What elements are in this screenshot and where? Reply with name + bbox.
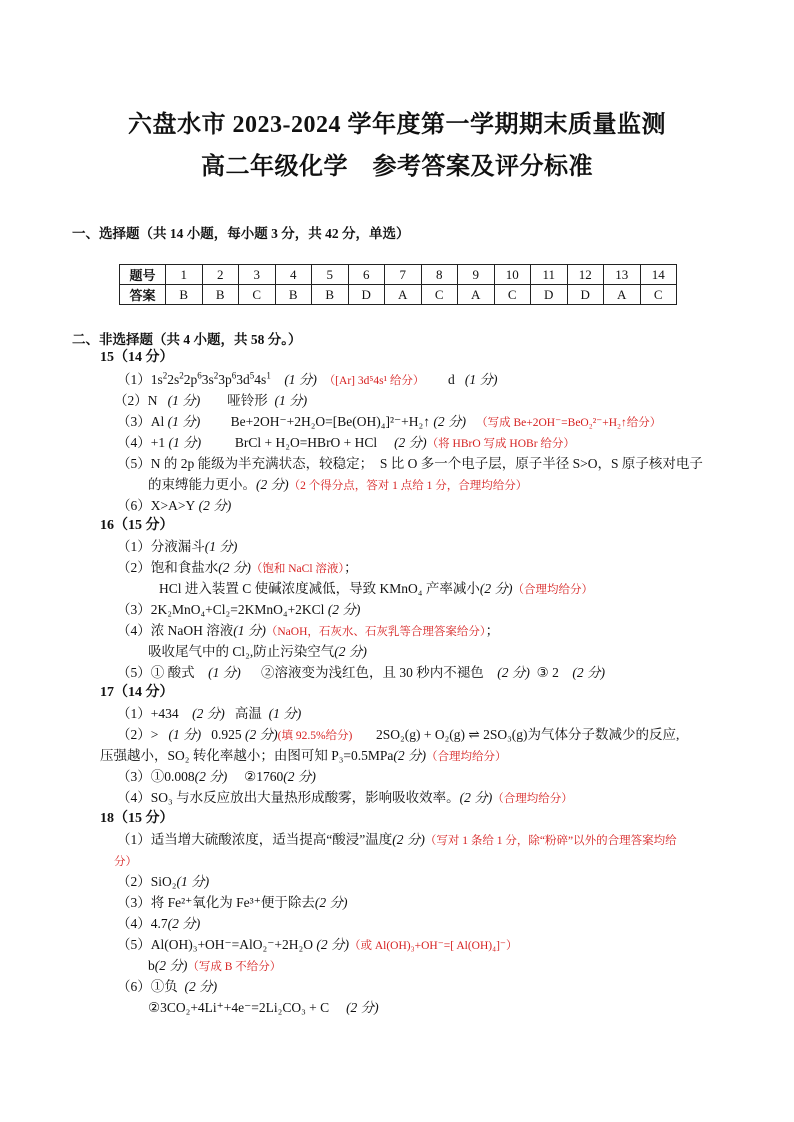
- superscript: 1: [266, 370, 271, 381]
- table-cell: 7: [385, 265, 422, 285]
- q16-line-2: [117, 559, 358, 578]
- table-cell: 2: [202, 265, 239, 285]
- answer-text: （1）适当增大硫酸浓度，适当提高“酸浸”温度: [117, 832, 393, 847]
- score-text: (2 分): [154, 958, 188, 973]
- table-cell: 11: [531, 265, 568, 285]
- q16-line-1: [117, 538, 237, 556]
- grading-note: （写成 Be+2OH⁻=BeO₂²⁻+H₂↑给分）: [476, 417, 662, 429]
- superscript: 6: [197, 370, 202, 381]
- answer-text: （4）SO₃ 与水反应放出大量热形成酸雾，影响吸收效率。: [117, 790, 460, 805]
- answer-text: （2）N: [114, 393, 158, 408]
- table-cell: 10: [494, 265, 531, 285]
- score-text: (2 分): [198, 498, 232, 513]
- score-text: (2 分): [394, 435, 427, 450]
- table-cell: 14: [640, 265, 677, 285]
- score-text: (1 分): [204, 539, 238, 554]
- score-text: (1 分): [176, 874, 210, 889]
- score-text: (2 分): [334, 644, 367, 659]
- score-text: (2 分): [314, 895, 348, 910]
- answer-text: 4s: [254, 372, 267, 387]
- answer-text: 2s: [167, 372, 180, 387]
- q18-line-6: [117, 978, 217, 996]
- table-cell: D: [531, 285, 568, 305]
- score-text: (1 分): [167, 414, 201, 429]
- q17-line-1: [117, 705, 301, 723]
- section-nonchoice-heading: 二、非选择题（共 4 小题，共 58 分。）: [72, 332, 302, 347]
- grading-note: （将 HBrO 写成 HOBr 给分）: [426, 438, 575, 450]
- q16-line-5: [117, 664, 605, 682]
- grading-note: （合理均给分）: [492, 793, 573, 805]
- score-text: (1 分): [464, 372, 498, 387]
- answer-text: ；: [344, 560, 358, 575]
- score-text: (1 分): [233, 623, 266, 638]
- answer-text: 高温: [234, 706, 262, 721]
- table-cell: A: [385, 285, 422, 305]
- grading-note: （写对 1 条给 1 分，除“粉碎”以外的合理答案均给: [424, 835, 677, 847]
- answer-text: 3d: [236, 372, 250, 387]
- table-cell: D: [567, 285, 604, 305]
- q18-line-4: [117, 915, 200, 933]
- q18-line-2: [117, 873, 209, 891]
- table-cell: A: [458, 285, 495, 305]
- answer-text: ②1760: [244, 769, 284, 784]
- superscript: 2: [162, 370, 168, 381]
- table-header-cell: 答案: [120, 285, 166, 305]
- answer-text: （2）饱和食盐水: [117, 560, 219, 575]
- score-text: (2 分): [392, 832, 425, 847]
- grading-note: （合理均给分）: [426, 751, 507, 763]
- table-cell: A: [604, 285, 641, 305]
- score-text: (2 分): [346, 1000, 379, 1015]
- score-text: (1 分): [268, 706, 302, 721]
- q16-line-4b: [148, 643, 367, 661]
- table-cell: D: [348, 285, 385, 305]
- answer-text: （5）Al(OH)₃+OH⁻=AlO₂⁻+2H₂O: [117, 937, 313, 952]
- table-cell: 3: [239, 265, 276, 285]
- answer-text: （4）+1: [117, 435, 166, 450]
- answer-text: 3p: [218, 372, 232, 387]
- table-cell: B: [275, 285, 312, 305]
- table-cell: 4: [275, 265, 312, 285]
- answer-text: （6）X>A>Y: [117, 498, 196, 513]
- score-text: (2 分): [316, 937, 349, 952]
- table-cell: 5: [312, 265, 349, 285]
- document-subtitle: 高二年级化学 参考答案及评分标准: [201, 154, 593, 180]
- grading-note: （合理均给分）: [512, 584, 593, 596]
- answer-text: b: [148, 958, 155, 973]
- q18-line-5: [117, 936, 518, 955]
- q18-line-6b: [148, 999, 379, 1017]
- q16-line-2b: [159, 580, 593, 599]
- q15-line-2: [114, 392, 307, 410]
- table-row: [120, 285, 677, 305]
- table-cell: B: [166, 285, 203, 305]
- answer-text: （1）1s: [117, 372, 163, 387]
- answer-text: （4）浓 NaOH 溶液: [117, 623, 234, 638]
- answer-text: ③ 2: [536, 665, 559, 680]
- answer-text: （3）Al: [117, 414, 165, 429]
- score-text: (2 分): [194, 769, 228, 784]
- table-cell: 13: [604, 265, 641, 285]
- grading-note: （饱和 NaCl 溶液）: [250, 563, 345, 575]
- table-cell: B: [202, 285, 239, 305]
- answer-text: 吸收尾气中的 Cl₂,防止污染空气: [148, 644, 335, 659]
- score-text: (2 分): [393, 748, 427, 763]
- answer-text: 2SO₂(g) + O₂(g) ⇌ 2SO₃(g)为气体分子数减少的反应,: [376, 727, 680, 742]
- score-text: (2 分): [218, 560, 251, 575]
- q18-line-5b: [148, 957, 281, 976]
- table-cell: B: [312, 285, 349, 305]
- table-header-cell: 题号: [120, 265, 166, 285]
- score-text: (2 分): [459, 790, 493, 805]
- q15-line-6: [117, 497, 231, 515]
- score-text: (2 分): [572, 665, 605, 680]
- question-18-heading: 18（15 分）: [100, 811, 174, 826]
- score-text: (1 分): [208, 665, 241, 680]
- q18-line-1b: [114, 852, 137, 871]
- score-text: (1 分): [284, 372, 317, 387]
- question-16-heading: 16（15 分）: [100, 518, 174, 533]
- table-cell: C: [239, 285, 276, 305]
- score-text: (2 分): [245, 727, 278, 742]
- answer-text: （4）4.7: [117, 916, 168, 931]
- table-cell: C: [494, 285, 531, 305]
- q15-line-1: [117, 371, 498, 390]
- score-text: (2 分): [433, 414, 466, 429]
- score-text: (2 分): [256, 477, 289, 492]
- answer-text: Be+2OH⁻+2H₂O=[Be(OH)₄]²⁻+H₂↑: [230, 414, 430, 429]
- answer-text: BrCl + H₂O=HBrO + HCl: [234, 435, 378, 450]
- answer-text: 3s: [201, 372, 214, 387]
- q16-line-3: [117, 601, 360, 619]
- answer-text: （6）①负: [117, 979, 178, 994]
- answer-text: 0.925: [211, 727, 242, 742]
- answer-text: d: [448, 372, 455, 387]
- q18-line-1: [117, 831, 677, 850]
- score-text: (2 分): [192, 706, 225, 721]
- answer-text: （2）>: [117, 727, 159, 742]
- question-15-heading: 15（14 分）: [100, 350, 174, 365]
- table-cell: 6: [348, 265, 385, 285]
- answer-table: [119, 264, 677, 305]
- grading-note: (填 92.5%给分): [277, 730, 353, 742]
- table-cell: 12: [567, 265, 604, 285]
- grading-note: （写成 B 不给分）: [187, 961, 282, 973]
- answer-text: ；: [485, 623, 500, 638]
- question-17-heading: 17（14 分）: [100, 685, 174, 700]
- answer-text: HCl 进入装置 C 使碱浓度减低，导致 KMnO₄ 产率减小: [159, 581, 480, 596]
- q15-line-5: （5）N 的 2p 能级为半充满状态，较稳定； S 比 O 多一个电子层，原子半径 S>O，S 原子核对电子: [117, 456, 703, 471]
- table-cell: 8: [421, 265, 458, 285]
- score-text: (2 分): [497, 665, 530, 680]
- answer-text: （3）①0.008: [117, 769, 195, 784]
- answer-text: （3）2K₂MnO₄+Cl₂=2KMnO₄+2KCl: [117, 602, 325, 617]
- grading-note: （[Ar] 3d⁵4s¹ 给分）: [323, 375, 425, 387]
- q15-line-5b: [148, 476, 527, 495]
- score-text: (1 分): [167, 393, 201, 408]
- grading-note: （或 Al(OH)₃+OH⁻=[ Al(OH)₄]⁻）: [348, 940, 518, 952]
- q15-line-3: [117, 413, 661, 432]
- q17-line-4: [117, 789, 573, 808]
- score-text: (1 分): [168, 727, 202, 742]
- superscript: 5: [249, 370, 255, 381]
- answer-text: （5）① 酸式: [117, 665, 195, 680]
- q17-line-2: [117, 726, 679, 745]
- superscript: 2: [179, 370, 184, 381]
- section-choice-heading: 一、选择题（共 14 小题，每小题 3 分，共 42 分，单选）: [72, 226, 410, 241]
- table-cell: C: [421, 285, 458, 305]
- superscript: 2: [213, 370, 219, 381]
- superscript: 6: [231, 370, 237, 381]
- answer-text: 哑铃形: [227, 393, 268, 408]
- table-cell: 9: [458, 265, 495, 285]
- document-title: 六盘水市 2023-2024 学年度第一学期期末质量监测: [128, 112, 666, 138]
- score-text: (1 分): [274, 393, 308, 408]
- answer-text: ②3CO₂+4Li⁺+4e⁻=2Li₂CO₃ + C: [148, 1000, 330, 1015]
- answer-text: （1）+434: [117, 706, 179, 721]
- answer-text: ②溶液变为浅红色，且 30 秒内不褪色: [261, 665, 484, 680]
- answer-text: 压强越小，SO₂ 转化率越小；由图可知 P₃=0.5MPa: [100, 748, 394, 763]
- answer-text: 的束缚能力更小。: [148, 477, 256, 492]
- q17-line-2b: [100, 747, 507, 766]
- table-cell: 1: [166, 265, 203, 285]
- score-text: (1 分): [168, 435, 202, 450]
- score-text: (2 分): [327, 602, 361, 617]
- answer-text: （2）SiO₂: [117, 874, 177, 889]
- score-text: (2 分): [167, 916, 201, 931]
- score-text: (2 分): [184, 979, 218, 994]
- table-cell: C: [640, 285, 677, 305]
- table-row: [120, 265, 677, 285]
- answer-text: （3）将 Fe²⁺氧化为 Fe³⁺便于除去: [117, 895, 315, 910]
- answer-text: 2p: [183, 372, 198, 387]
- q16-line-4: [117, 622, 499, 641]
- q17-line-3: [117, 768, 316, 786]
- grading-note: 分）: [114, 856, 137, 868]
- q18-line-3: [117, 894, 347, 912]
- grading-note: （2 个得分点，答对 1 点给 1 分，合理均给分）: [288, 480, 528, 492]
- grading-note: （NaOH，石灰水、石灰乳等合理答案给分）: [265, 626, 486, 638]
- answer-text: （1）分液漏斗: [117, 539, 205, 554]
- q15-line-4: [117, 434, 575, 453]
- score-text: (2 分): [283, 769, 316, 784]
- score-text: (2 分): [479, 581, 513, 596]
